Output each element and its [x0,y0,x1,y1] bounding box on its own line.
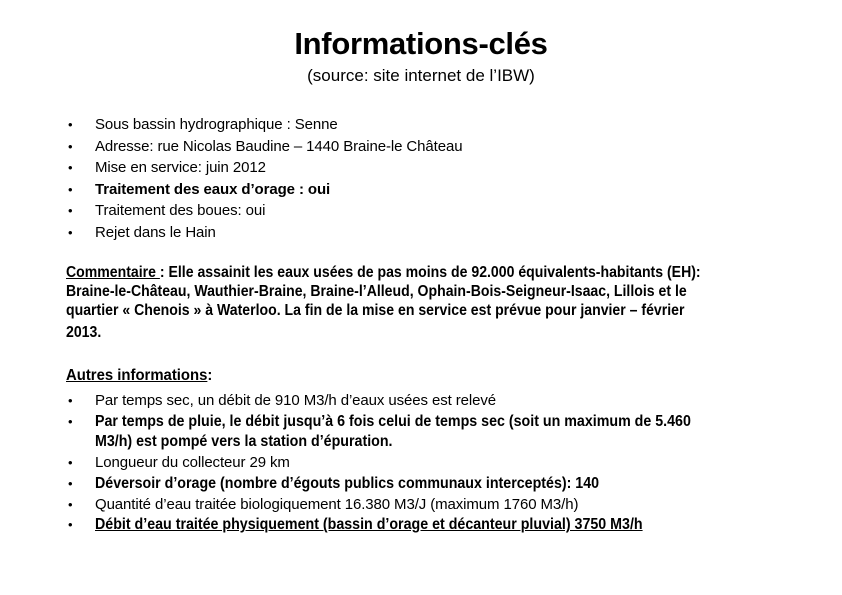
list-item [68,157,842,179]
list-item [68,474,842,495]
bullet-icon: • [68,138,73,154]
autres-informations-colon: : [207,367,213,384]
autres-informations-label: Autres informations [66,367,208,384]
bullet-icon: • [68,224,73,240]
list-item [68,114,842,136]
list-item-line: Par temps de pluie, le débit jusqu’à 6 fois celui de temps sec (soit un maximum de 5.460 [95,412,691,430]
autres-informations-list [0,391,842,536]
bullet-icon: • [68,475,73,491]
list-item-text [95,412,765,453]
list-item [68,391,842,412]
list-item [68,412,842,453]
list-item-text: Sous bassin hydrographique : Senne [95,116,338,133]
list-item-text [95,474,661,495]
page-title: Informations-clés [294,26,548,61]
list-item-line: Par temps sec, un débit de 910 M3/h d’eaux usées est relevé [95,392,497,409]
list-item-line: M3/h) est pompé vers la station d’épuration. [95,433,393,451]
bullet-icon: • [68,496,73,512]
commentaire-line [66,263,749,282]
list-item-text: Rejet dans le Hain [95,223,216,241]
list-item-text [95,495,578,516]
bullet-icon: • [68,181,73,197]
bullet-icon: • [68,393,73,408]
commentaire-line: Braine-le-Château, Wauthier-Braine, Braine-l’Alleud, Ophain-Bois-Seigneur-Isaac, Lillois et le [66,283,687,300]
key-facts-list [0,114,842,243]
bullet-icon: • [68,413,73,429]
list-item-text: Traitement des boues: oui [95,202,266,219]
list-item [68,453,842,474]
bullet-icon: • [68,455,73,471]
bullet-icon: • [68,160,73,175]
bullet-icon: • [68,203,73,218]
list-item [68,495,842,516]
list-item [68,136,842,158]
list-item [68,179,842,201]
commentaire-line: 2013. [66,324,102,341]
list-item-text: Traitement des eaux d’orage : oui [95,180,331,198]
list-item-line: Longueur du collecteur 29 km [95,454,290,472]
list-item-text [95,515,710,536]
list-item [68,222,842,244]
list-item-text: Adresse: rue Nicolas Baudine – 1440 Braine-le Château [95,137,463,155]
list-item-line: Débit d’eau traitée physiquement (bassin d’orage et décanteur pluvial) 3750 M3/h [95,516,643,534]
list-item [68,200,842,222]
list-item-line: Quantité d’eau traitée biologiquement 16.380 M3/J (maximum 1760 M3/h) [95,495,579,513]
commentaire-line: quartier « Chenois » à Waterloo. La fin de la mise en service est prévue pour janvier – février [66,302,685,319]
list-item-text: Mise en service: juin 2012 [95,159,266,176]
commentaire-line-text: : Elle assainit les eaux usées de pas moins de 92.000 équivalents-habitants (EH): [159,264,701,281]
commentaire-label: Commentaire [66,264,160,281]
autres-informations-heading [66,366,788,386]
list-item-line: Déversoir d’orage (nombre d’égouts publics communaux interceptés): 140 [95,474,600,492]
slide-subtitle: (source: site internet de l’IBW) [307,66,535,85]
list-item-text [95,453,290,474]
list-item-text [95,391,496,412]
bullet-icon: • [68,517,73,533]
list-item [68,515,842,536]
commentaire-paragraph [66,263,842,342]
bullet-icon: • [68,117,73,132]
